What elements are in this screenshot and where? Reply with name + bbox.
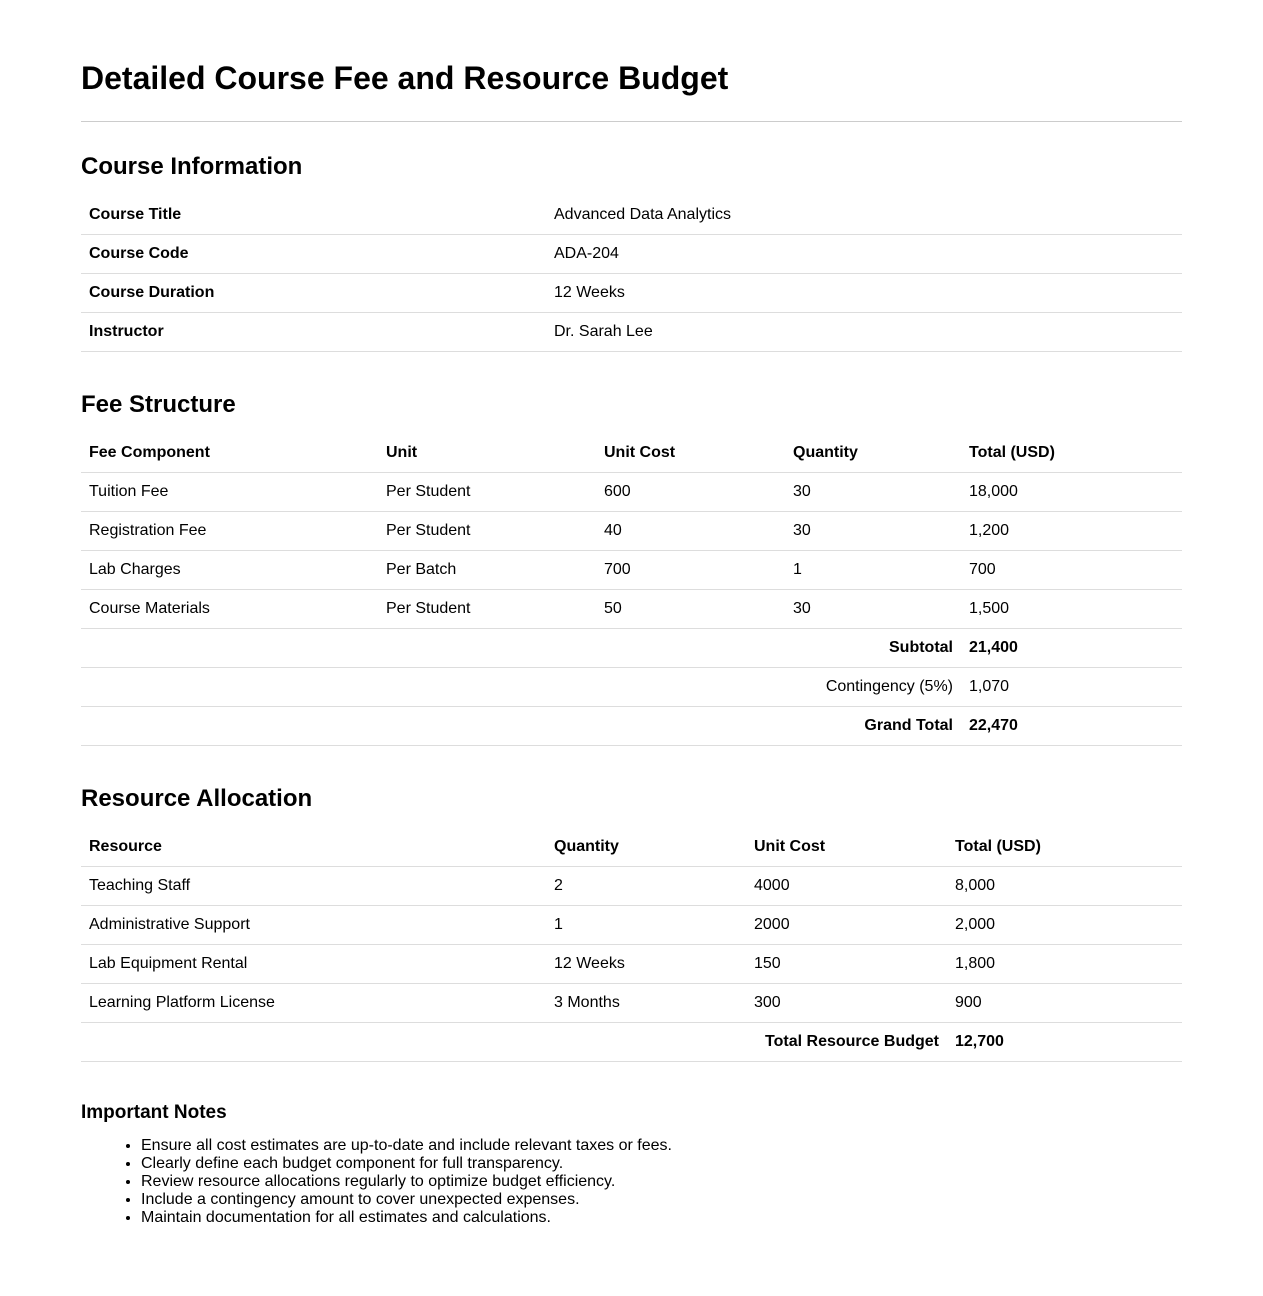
grand-total-label: Grand Total <box>81 707 961 746</box>
info-label: Instructor <box>81 313 546 352</box>
info-label: Course Duration <box>81 274 546 313</box>
table-cell: Course Materials <box>81 590 378 629</box>
table-cell: 150 <box>746 945 947 984</box>
table-cell: 40 <box>596 512 785 551</box>
column-header: Fee Component <box>81 434 378 473</box>
subtotal-value: 21,400 <box>961 629 1182 668</box>
column-header: Quantity <box>785 434 961 473</box>
table-row <box>81 196 1182 235</box>
table-header-row <box>81 434 1182 473</box>
table-row <box>81 945 1182 984</box>
list-item: • Clearly define each budget component for full transparency. <box>141 1155 1182 1173</box>
table-cell: Registration Fee <box>81 512 378 551</box>
list-item: • Include a contingency amount to cover unexpected expenses. <box>141 1191 1182 1209</box>
table-cell: 30 <box>785 473 961 512</box>
table-cell: Per Student <box>378 473 596 512</box>
title-divider <box>81 121 1182 122</box>
course-info-heading: Course Information <box>81 153 303 180</box>
grand-total-row <box>81 707 1182 746</box>
notes-heading: Important Notes <box>81 1102 227 1123</box>
table-cell: Lab Charges <box>81 551 378 590</box>
budget-document <box>81 0 1182 1227</box>
table-cell: 700 <box>596 551 785 590</box>
list-item: • Maintain documentation for all estimates and calculations. <box>141 1209 1182 1227</box>
table-cell: Per Student <box>378 590 596 629</box>
resource-allocation-heading: Resource Allocation <box>81 785 313 812</box>
column-header: Resource <box>81 828 546 867</box>
column-header: Unit Cost <box>596 434 785 473</box>
table-cell: Lab Equipment Rental <box>81 945 546 984</box>
table-cell: Teaching Staff <box>81 867 546 906</box>
table-row <box>81 551 1182 590</box>
info-value: Dr. Sarah Lee <box>546 313 1182 352</box>
table-cell: 8,000 <box>947 867 1182 906</box>
list-item: • Ensure all cost estimates are up-to-date and include relevant taxes or fees. <box>141 1137 1182 1155</box>
table-cell: Per Student <box>378 512 596 551</box>
resource-allocation-table <box>81 828 1182 1062</box>
table-row <box>81 984 1182 1023</box>
table-row <box>81 512 1182 551</box>
table-row <box>81 590 1182 629</box>
table-cell: 12 Weeks <box>546 945 746 984</box>
contingency-value: 1,070 <box>961 668 1182 707</box>
table-row <box>81 235 1182 274</box>
subtotal-row <box>81 629 1182 668</box>
column-header: Unit <box>378 434 596 473</box>
list-item: • Review resource allocations regularly to optimize budget efficiency. <box>141 1173 1182 1191</box>
table-cell: 1,800 <box>947 945 1182 984</box>
grand-total-value: 22,470 <box>961 707 1182 746</box>
course-info-table <box>81 196 1182 352</box>
table-cell: 600 <box>596 473 785 512</box>
contingency-label: Contingency (5%) <box>81 668 961 707</box>
table-cell: 30 <box>785 512 961 551</box>
table-cell: Tuition Fee <box>81 473 378 512</box>
table-row <box>81 274 1182 313</box>
table-row <box>81 906 1182 945</box>
info-value: 12 Weeks <box>546 274 1182 313</box>
table-cell: 1,500 <box>961 590 1182 629</box>
table-cell: 1 <box>546 906 746 945</box>
table-header-row <box>81 828 1182 867</box>
column-header: Unit Cost <box>746 828 947 867</box>
table-cell: 50 <box>596 590 785 629</box>
table-row <box>81 867 1182 906</box>
table-row <box>81 313 1182 352</box>
table-cell: 2000 <box>746 906 947 945</box>
table-cell: Per Batch <box>378 551 596 590</box>
table-cell: 30 <box>785 590 961 629</box>
table-cell: 2,000 <box>947 906 1182 945</box>
table-cell: 700 <box>961 551 1182 590</box>
table-cell: Learning Platform License <box>81 984 546 1023</box>
table-cell: 900 <box>947 984 1182 1023</box>
table-cell: 2 <box>546 867 746 906</box>
table-cell: Administrative Support <box>81 906 546 945</box>
subtotal-label: Subtotal <box>81 629 961 668</box>
info-label: Course Code <box>81 235 546 274</box>
contingency-row <box>81 668 1182 707</box>
column-header: Total (USD) <box>947 828 1182 867</box>
resource-total-value: 12,700 <box>947 1023 1182 1062</box>
resource-total-label: Total Resource Budget <box>81 1023 947 1062</box>
info-value: ADA-204 <box>546 235 1182 274</box>
info-value: Advanced Data Analytics <box>546 196 1182 235</box>
column-header: Total (USD) <box>961 434 1182 473</box>
table-cell: 300 <box>746 984 947 1023</box>
info-label: Course Title <box>81 196 546 235</box>
table-row <box>81 473 1182 512</box>
fee-structure-table <box>81 434 1182 746</box>
table-cell: 1 <box>785 551 961 590</box>
table-cell: 1,200 <box>961 512 1182 551</box>
column-header: Quantity <box>546 828 746 867</box>
table-cell: 3 Months <box>546 984 746 1023</box>
resource-total-row <box>81 1023 1182 1062</box>
page-title: Detailed Course Fee and Resource Budget <box>81 60 729 96</box>
notes-list <box>81 1137 1182 1227</box>
table-cell: 18,000 <box>961 473 1182 512</box>
table-cell: 4000 <box>746 867 947 906</box>
fee-structure-heading: Fee Structure <box>81 391 236 418</box>
